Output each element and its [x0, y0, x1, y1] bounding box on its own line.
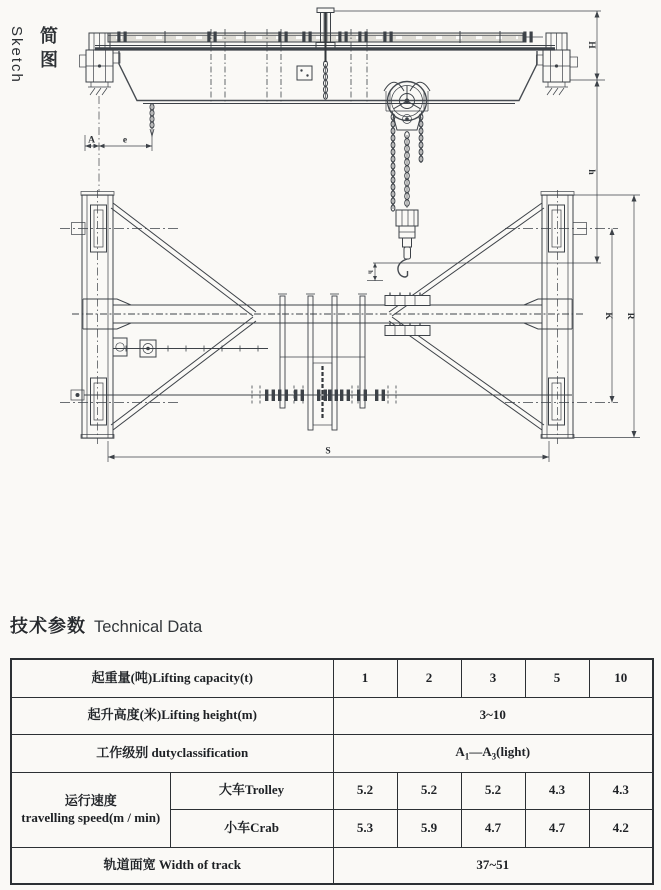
travel-hand-chain [150, 104, 154, 136]
table-row [11, 659, 653, 697]
sketch-label-cn: 简图 [38, 26, 58, 74]
crab-value-cell: 5.3 [333, 809, 397, 847]
hand-chains-and-load-chain [324, 61, 423, 211]
aux-drive-shaft [113, 340, 268, 357]
girder-plate-detail [297, 66, 312, 80]
speed-label-cn: 运行速度 [64, 793, 117, 809]
track-width-label-cell: 轨道面宽 Width of track [11, 847, 333, 884]
crab-value-cell: 5.9 [397, 809, 461, 847]
dimension-A-e [85, 134, 152, 151]
duty-rest: (light) [496, 743, 531, 759]
crab-value-cell: 4.2 [589, 809, 653, 847]
duty-value-cell [333, 734, 653, 772]
technical-heading-cn: 技术参数 [10, 616, 86, 636]
end-carriage-right-plan [505, 190, 618, 444]
dimension-hook [367, 263, 384, 281]
dim-label-A: A [88, 135, 95, 146]
duty-sub1: 1 [464, 751, 470, 762]
trolley-value-cell: 5.2 [461, 772, 525, 809]
table-row [11, 772, 653, 809]
crab-value-cell: 4.7 [461, 809, 525, 847]
capacity-label-cell: 起重量(吨)Lifting capacity(t) [11, 659, 333, 697]
capacity-value-cell: 10 [589, 659, 653, 697]
dim-label-K: K [603, 312, 613, 320]
girder-web [119, 51, 537, 101]
sketch-label-en: Sketch [8, 26, 25, 84]
lifting-height-value-cell: 3~10 [333, 697, 653, 734]
capacity-value-cell: 3 [461, 659, 525, 697]
capacity-value-cell: 5 [525, 659, 589, 697]
crab-label-cell: 小车Crab [170, 809, 333, 847]
duty-a1: A [455, 743, 465, 759]
duty-a2: —A [469, 743, 492, 759]
technical-data-heading [10, 612, 202, 638]
dim-label-S: S [325, 446, 331, 457]
dim-label-H: H [586, 41, 596, 49]
duty-sub2: 3 [491, 751, 497, 762]
side-elevation [80, 8, 606, 281]
dimension-K [603, 229, 615, 403]
table-row [11, 697, 653, 734]
trolley-value-cell: 5.2 [333, 772, 397, 809]
technical-heading-en: Technical Data [94, 618, 203, 636]
dim-label-R: R [625, 312, 635, 320]
dim-label-h: h [586, 169, 596, 175]
table-row [11, 847, 653, 884]
speed-label-en: travelling speed(m / min) [21, 809, 161, 825]
trolley-value-cell: 4.3 [525, 772, 589, 809]
table-row [11, 734, 653, 772]
cross-bracing [111, 203, 544, 430]
duty-label-cell: 工作级别 dutyclassification [11, 734, 333, 772]
capacity-value-cell: 1 [333, 659, 397, 697]
dimension-S [108, 441, 549, 462]
dim-label-e: e [122, 135, 128, 146]
crab-value-cell: 4.7 [525, 809, 589, 847]
end-carriage-right-side [537, 33, 578, 95]
hook [398, 259, 408, 277]
dim-label-hook: h [366, 270, 374, 274]
end-carriage-left-plan [60, 190, 180, 444]
trolley-value-cell: 5.2 [397, 772, 461, 809]
plan-view [60, 96, 640, 462]
trolley-label-cell: 大车Trolley [170, 772, 333, 809]
girder-plan [72, 299, 583, 329]
capacity-value-cell: 2 [397, 659, 461, 697]
technical-data-table [10, 658, 654, 885]
lifting-height-label-cell: 起升高度(米)Lifting height(m) [11, 697, 333, 734]
hook-block [396, 210, 418, 277]
speed-label-cell [11, 772, 170, 847]
trolley-value-cell: 4.3 [589, 772, 653, 809]
track-width-value-cell: 37~51 [333, 847, 653, 884]
